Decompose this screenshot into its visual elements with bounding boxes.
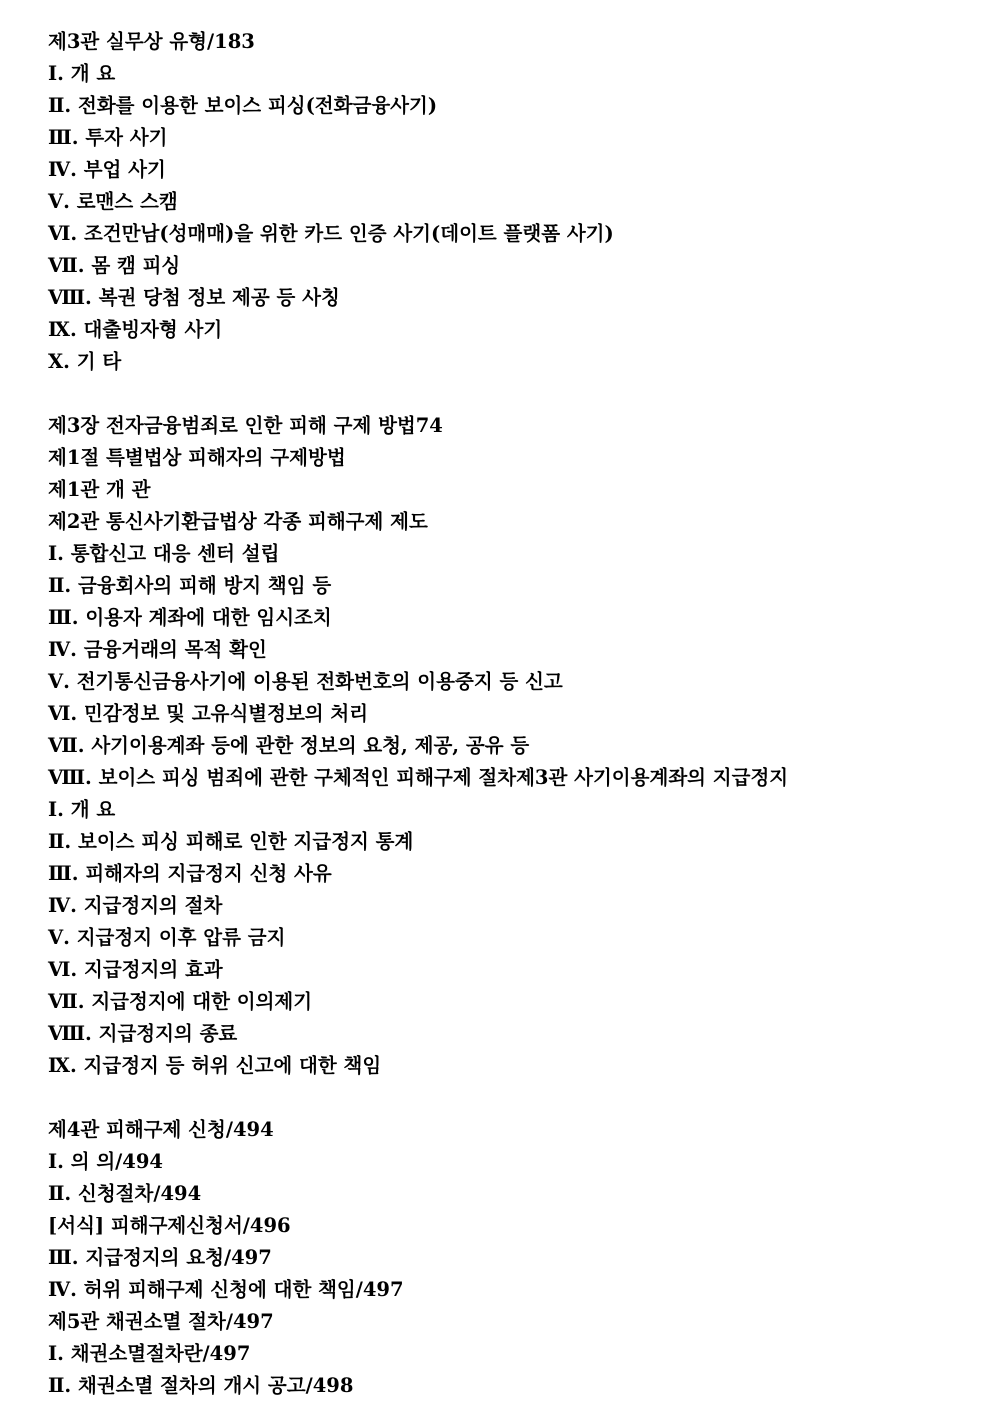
toc-section-heading: 제1절 특별법상 피해자의 구제방법	[48, 446, 346, 469]
toc-item: Ⅱ. 채권소멸 절차의 개시 공고/498	[48, 1374, 354, 1397]
toc-item: Ⅱ. 보이스 피싱 피해로 인한 지급정지 통계	[48, 830, 414, 853]
toc-item: Ⅰ. 채권소멸절차란/497	[48, 1342, 251, 1365]
toc-item: Ⅶ. 몸 캠 피싱	[48, 254, 181, 277]
toc-item: Ⅷ. 복권 당첨 정보 제공 등 사칭	[48, 286, 340, 309]
blank-line	[48, 378, 978, 410]
toc-item: Ⅶ. 지급정지에 대한 이의제기	[48, 990, 313, 1013]
toc-item: Ⅳ. 허위 피해구제 신청에 대한 책임/497	[48, 1278, 404, 1301]
toc-chapter-heading: 제3장 전자금융범죄로 인한 피해 구제 방법74	[48, 414, 443, 437]
toc-item: Ⅰ. 개 요	[48, 798, 116, 821]
toc-item: Ⅸ. 지급정지 등 허위 신고에 대한 책임	[48, 1054, 382, 1077]
toc-item: Ⅷ. 보이스 피싱 범죄에 관한 구체적인 피해구제 절차제3관 사기이용계좌의 지급정지	[48, 766, 789, 789]
toc-item: Ⅳ. 부업 사기	[48, 158, 166, 181]
toc-item: Ⅴ. 지급정지 이후 압류 금지	[48, 926, 286, 949]
toc-section-heading: 제2관 통신사기환급법상 각종 피해구제 제도	[48, 510, 428, 533]
toc-item: Ⅳ. 지급정지의 절차	[48, 894, 223, 917]
toc-item: Ⅶ. 사기이용계좌 등에 관한 정보의 요청, 제공, 공유 등	[48, 734, 530, 757]
toc-section-heading: 제3관 실무상 유형/183	[48, 30, 255, 53]
toc-item: Ⅲ. 피해자의 지급정지 신청 사유	[48, 862, 332, 885]
toc-item: Ⅰ. 의 의/494	[48, 1150, 163, 1173]
toc-item: Ⅱ. 신청절차/494	[48, 1182, 202, 1205]
toc-item: Ⅴ. 전기통신금융사기에 이용된 전화번호의 이용중지 등 신고	[48, 670, 563, 693]
toc-item: Ⅴ. 로맨스 스캠	[48, 190, 178, 213]
toc-item: Ⅱ. 금융회사의 피해 방지 책임 등	[48, 574, 332, 597]
toc-item: Ⅵ. 민감정보 및 고유식별정보의 처리	[48, 702, 369, 725]
toc-section-heading: 제5관 채권소멸 절차/497	[48, 1310, 274, 1333]
table-of-contents	[48, 26, 978, 1402]
toc-item: Ⅲ. 이용자 계좌에 대한 임시조치	[48, 606, 332, 629]
toc-form-item: [서식] 피해구제신청서/496	[48, 1214, 291, 1237]
toc-item: Ⅷ. 지급정지의 종료	[48, 1022, 238, 1045]
toc-item: Ⅵ. 지급정지의 효과	[48, 958, 223, 981]
toc-item: Ⅱ. 전화를 이용한 보이스 피싱(전화금융사기)	[48, 94, 438, 117]
toc-item: Ⅵ. 조건만남(성매매)을 위한 카드 인증 사기(데이트 플랫폼 사기)	[48, 222, 614, 245]
toc-section-heading: 제4관 피해구제 신청/494	[48, 1118, 274, 1141]
toc-item: Ⅲ. 투자 사기	[48, 126, 168, 149]
toc-item: Ⅳ. 금융거래의 목적 확인	[48, 638, 267, 661]
toc-item: Ⅰ. 통합신고 대응 센터 설립	[48, 542, 280, 565]
blank-line	[48, 1082, 978, 1114]
toc-section-heading: 제1관 개 관	[48, 478, 151, 501]
toc-item: Ⅲ. 지급정지의 요청/497	[48, 1246, 272, 1269]
toc-item: Ⅸ. 대출빙자형 사기	[48, 318, 223, 341]
toc-item: Ⅹ. 기 타	[48, 350, 122, 373]
toc-item: Ⅰ. 개 요	[48, 62, 116, 85]
